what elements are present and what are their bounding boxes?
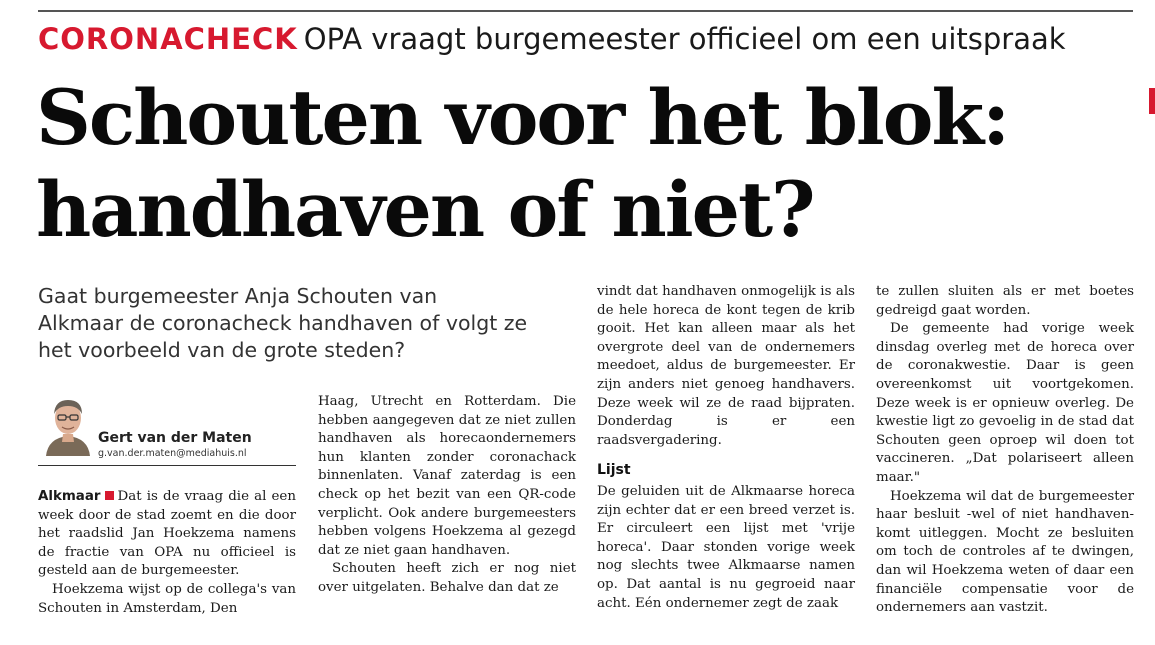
kicker-subtitle: OPA vraagt burgemeester officieel om een uitspraak (303, 22, 1066, 56)
author-photo (42, 394, 94, 456)
author-name: Gert van der Maten (98, 430, 252, 446)
paragraph: De gemeente had vorige week dinsdag overleg met de horeca over de coronakwestie. Daar is geen overeenkomst uit voortgekomen. Deze week is er opnieuw overleg. De kwestie ligt zo gevoelig in de stad dat Schouten geen oproep wil doen tot vaccineren. „Dat polariseert alleen maar." (876, 321, 1134, 485)
paragraph: De geluiden uit de Alkmaarse horeca zijn echter dat er een breed verzet is. Er circuleert een lijst met 'vrije horeca'. Daar stonden vorige week nog slechts twee Alkmaarse namen op. Dat aantal is nu gegroeid naar acht. Eén ondernemer zegt de zaak (597, 483, 855, 611)
headline-line-1: Schouten voor het blok: (36, 73, 1009, 162)
author-email: g.van.der.maten@mediahuis.nl (98, 448, 247, 459)
byline-rule (38, 465, 296, 466)
subheading: Lijst (597, 462, 631, 479)
dateline: Alkmaar (38, 489, 101, 504)
column-4 (876, 283, 1134, 618)
headline-line-2: handhaven of niet? (36, 165, 814, 254)
kicker (38, 22, 1066, 56)
paragraph: Haag, Utrecht en Rotterdam. Die hebben aangegeven dat ze niet zullen handhaven als horecaondernemers hun klanten zonder coronachack binnenlaten. Vanaf zaterdag is een check op het bezit van een QR-code verplicht. Ook andere burgemeesters hebben volgens Hoekzema al gezegd dat ze niet gaan handhaven. (318, 394, 576, 558)
column-3 (597, 283, 855, 613)
paragraph: Hoekzema wijst op de collega's van Schouten in Amsterdam, Den (38, 581, 296, 616)
paragraph: vindt dat handhaven onmogelijk is als de hele horeca de kont tegen de krib gooit. Het kan alleen maar als het overgrote deel van de ondernemers meedoet, aldus de burgemeester. Er zijn anders niet genoeg handhavers. Deze week wil ze de raad bijpraten. Donderdag is er een raadsvergadering. (597, 284, 855, 448)
dateline-square-icon (105, 491, 114, 500)
paragraph: te zullen sluiten als er met boetes gedreigd gaat worden. (876, 284, 1134, 318)
column-1 (38, 488, 296, 618)
column-2 (318, 393, 576, 598)
intro-lead: Gaat burgemeester Anja Schouten van Alkmaar de coronacheck handhaven of volgt ze het voorbeeld van de grote steden? (38, 284, 528, 362)
headline (36, 72, 1008, 256)
paragraph: Hoekzema wil dat de burgemeester haar besluit -wel of niet handhaven- komt uitleggen. Mocht ze besluiten om toch de controles af te dwingen, dan wil Hoekzema weten of daar een financiële compensatie voor de ondernemers aan vastzit. (876, 488, 1134, 616)
adjacent-page-edge (1149, 88, 1155, 114)
kicker-tag: CORONACHECK (38, 22, 298, 56)
byline (38, 392, 296, 462)
paragraph-text: Dat is de vraag die al een week door de stad zoemt en die door het raadslid Jan Hoekzema namens de fractie van OPA nu officieel is gesteld aan de burgemeester. (38, 489, 296, 579)
top-rule (38, 10, 1133, 12)
paragraph: Schouten heeft zich er nog niet over uitgelaten. Behalve dan dat ze (318, 561, 576, 595)
paragraph (38, 488, 296, 581)
